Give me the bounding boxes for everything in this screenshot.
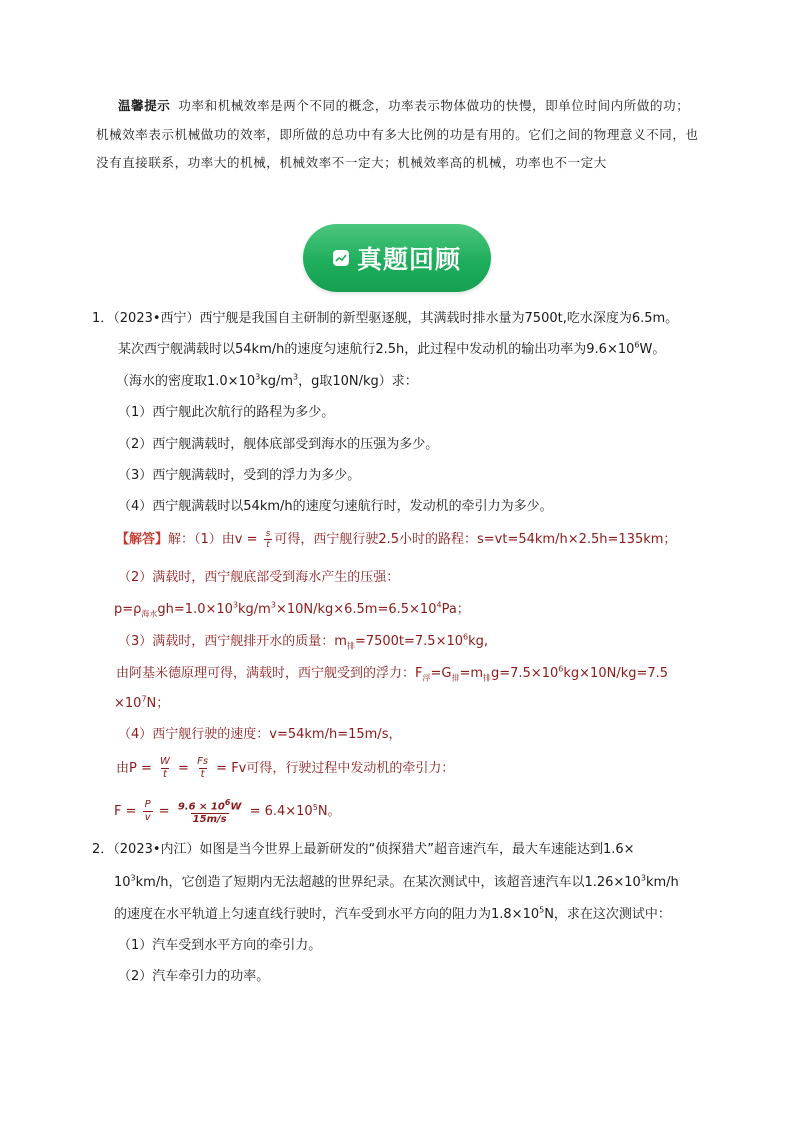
chart-icon xyxy=(333,250,349,266)
tip-paragraph xyxy=(96,92,702,178)
tip-text: 功率和机械效率是两个不同的概念，功率表示物体做功的快慢，即单位时间内所做的功；机械效率表示机械做功的效率，即所做的总功中有多大比例的功是有用的。它们之间的物理意义不同，也没有直接联系，功率大的机械，机械效率不一定大；机械效率高的机械，功率也不一定大 xyxy=(96,98,699,170)
q2-sub1: （1）汽车受到水平方向的牵引力。 xyxy=(118,938,322,953)
q2-stem-line3: 的速度在水平轨道上匀速直线行驶时，汽车受到水平方向的阻力为$1.8\times 10^5N$，求在这次测试中： xyxy=(114,905,671,922)
q1-sub3: （3）西宁舰满载时，受到的浮力为多少。 xyxy=(118,468,361,483)
q1-stem-line1: 1．（2023•西宁）西宁舰是我国自主研制的新型驱逐舰，其满载时排水量为7500t,吃水深度为6.5m。 xyxy=(92,311,679,326)
answer-line4: （3）满载时，西宁舰排开水的质量：$m_排=7500t=7.5\times 10^6kg$, xyxy=(118,632,489,651)
tip-label: 温馨提示 xyxy=(118,98,171,113)
answer-line2: （2）满载时，西宁舰底部受到海水产生的压强： xyxy=(118,570,400,585)
q2-sub2: （2）汽车牵引力的功率。 xyxy=(118,969,270,984)
q1-stem-line3: （海水的密度取$1.0\times 10^3kg/m^3$，g取10N/kg）求： xyxy=(116,372,418,389)
answer-line7: （4）西宁舰行驶的速度：v=54km/h=15m/s， xyxy=(118,727,402,742)
section-title: 真题回顾 xyxy=(356,245,461,274)
answer-line5: 由阿基米德原理可得，满载时，西宁舰受到的浮力：$F_浮=G_排=m_排g=7.5\times 10^6kg\times 10N/kg=7.5$ xyxy=(116,664,669,683)
q1-sub2: （2）西宁舰满载时，舰体底部受到海水的压强为多少。 xyxy=(118,437,439,452)
answer-line8: 由P = $\frac{W}{t}$ = $\frac{Fs}{t}$ = Fv可得，行驶过程中发动机的牵引力： xyxy=(116,756,455,780)
answer-line6: $\times 10^7N$； xyxy=(114,694,170,711)
q1-sub1: （1）西宁舰此次航行的路程为多少。 xyxy=(118,405,335,420)
q1-stem-line2: 某次西宁舰满载时以54km/h的速度匀速航行2.5h，此过程中发动机的输出功率为$9.6\times 10^6W$。 xyxy=(118,340,666,357)
answer-line9: F = $\frac{P}{v}$ = $\frac{9.6 \times 10^6W}{15m/s}$ = $6.4\times 10^5N$。 xyxy=(114,798,341,826)
answer-line1: 【解答】解：（1）由v = $\frac{s}{t}$ 可得，西宁舰行驶2.5小时的路程：s=vt=54km/h×2.5h=135km； xyxy=(116,529,677,550)
q1-sub4: （4）西宁舰满载时以54km/h的速度匀速航行时，发动机的牵引力为多少。 xyxy=(118,499,553,514)
answer-line3: $p=\rho_{海水}gh=1.0\times 10^3kg/m^3\times 10N/kg\times 6.5m=6.5\times 10^4Pa$； xyxy=(114,600,470,619)
q2-stem-line1: 2．（2023•内江）如图是当今世界上最新研发的“侦探猎犬”超音速汽车，最大车速能达到1.6× xyxy=(92,842,635,857)
q2-stem-line2: $10^3km/h$，它创造了短期内无法超越的世界纪录。在某次测试中，该超音速汽车以$1.26\times 10^3km/h$ xyxy=(114,873,679,890)
section-banner xyxy=(303,224,491,292)
answer-label: 【解答】 xyxy=(116,532,169,547)
